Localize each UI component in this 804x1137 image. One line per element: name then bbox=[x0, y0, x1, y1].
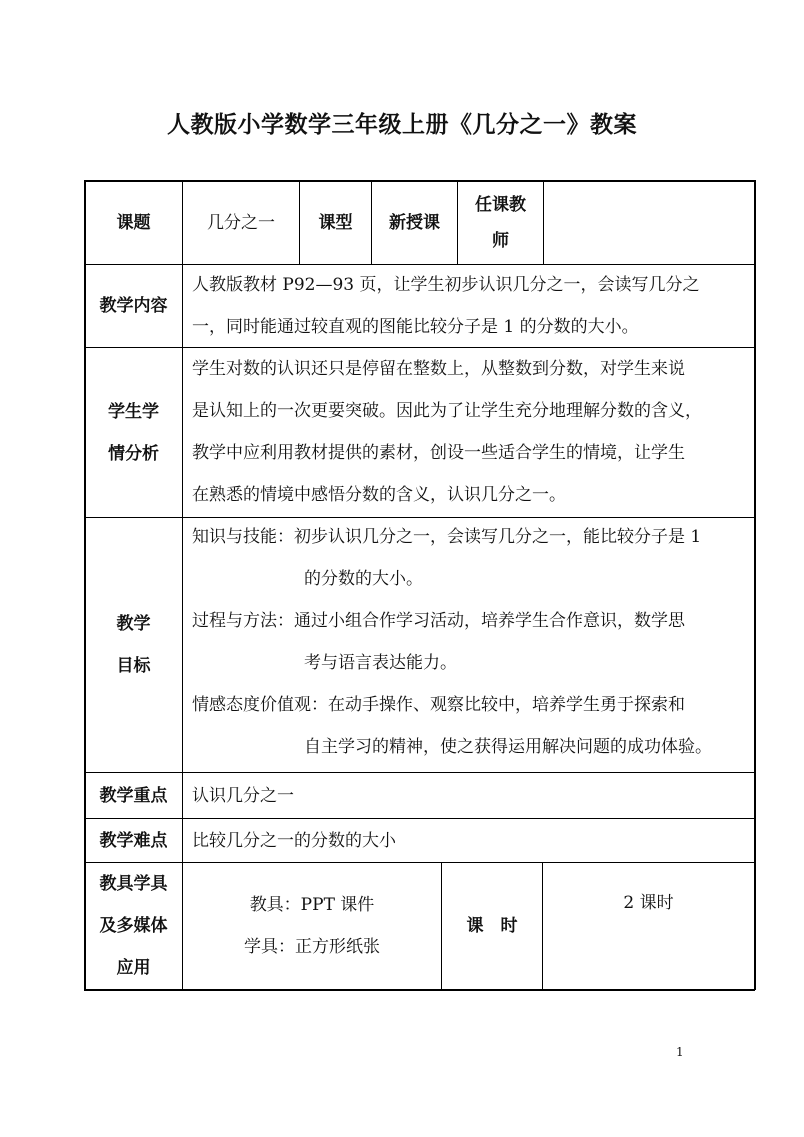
label-teaching-tools bbox=[85, 863, 182, 989]
teaching-content-value bbox=[192, 264, 752, 348]
learning-aid: 学具：正方形纸张 bbox=[244, 937, 380, 957]
label-class-hours: 课 时 bbox=[466, 916, 518, 936]
analysis-line-1: 学生对数的认识还只是停留在整数上，从整数到分数，对学生来说 bbox=[192, 359, 685, 379]
teaching-aid: 教具：PPT 课件 bbox=[249, 895, 375, 915]
content-line-2: 一，同时能通过较直观的图能比较分子是 1 的分数的大小。 bbox=[192, 317, 639, 337]
page-number: 1 bbox=[676, 1045, 684, 1059]
document-title: 人教版小学数学三年级上册《几分之一》教案 bbox=[167, 112, 637, 138]
key-point-value: 认识几分之一 bbox=[192, 785, 294, 806]
label-topic: 课题 bbox=[116, 212, 151, 233]
analysis-line-2: 是认知上的一次更要突破。因此为了让学生充分地理解分数的含义， bbox=[192, 401, 702, 421]
analysis-line-3: 教学中应利用教材提供的素材，创设一些适合学生的情境，让学生 bbox=[192, 443, 685, 463]
table-border bbox=[754, 180, 756, 990]
goals-line-4: 考与语言表达能力。 bbox=[304, 653, 457, 673]
goals-line-5: 情感态度价值观：在动手操作、观察比较中，培养学生勇于探索和 bbox=[192, 695, 685, 715]
label-tools-line3: 应用 bbox=[116, 958, 151, 978]
label-teacher-line2: 师 bbox=[492, 230, 509, 251]
label-difficulty: 教学难点 bbox=[99, 830, 168, 851]
lesson-type-value: 新授课 bbox=[389, 212, 440, 233]
label-teaching-goals bbox=[85, 518, 182, 772]
content-line-1: 人教版教材 P92—93 页，让学生初步认识几分之一，会读写几分之 bbox=[192, 275, 700, 295]
label-goals-line2: 目标 bbox=[116, 656, 151, 676]
label-teacher-line1: 任课教 bbox=[475, 194, 526, 215]
label-analysis-line1: 学生学 bbox=[108, 401, 159, 422]
label-student-analysis bbox=[85, 348, 182, 517]
label-lesson-type: 课型 bbox=[318, 212, 353, 233]
label-key-point: 教学重点 bbox=[99, 785, 168, 806]
label-tools-line2: 及多媒体 bbox=[99, 916, 168, 936]
teacher-value bbox=[544, 181, 754, 264]
label-tools-line1: 教具学具 bbox=[99, 874, 168, 894]
label-teaching-content: 教学内容 bbox=[99, 296, 168, 316]
goals-line-6: 自主学习的精神，使之获得运用解决问题的成功体验。 bbox=[304, 737, 712, 757]
topic-value: 几分之一 bbox=[207, 212, 275, 233]
goals-line-1: 知识与技能：初步认识几分之一，会读写几分之一，能比较分子是 1 bbox=[192, 527, 702, 547]
difficulty-value: 比较几分之一的分数的大小 bbox=[192, 830, 396, 851]
label-goals-line1: 教学 bbox=[116, 614, 151, 634]
goals-line-3: 过程与方法：通过小组合作学习活动，培养学生合作意识，数学思 bbox=[192, 611, 685, 631]
goals-line-2: 的分数的大小。 bbox=[304, 569, 423, 589]
label-teacher bbox=[458, 181, 543, 264]
teaching-tools-value bbox=[183, 863, 441, 989]
class-hours-value: 2 课时 bbox=[623, 893, 674, 913]
table-border bbox=[84, 989, 755, 991]
analysis-line-4: 在熟悉的情境中感悟分数的含义，认识几分之一。 bbox=[192, 485, 566, 505]
student-analysis-value bbox=[192, 348, 752, 516]
teaching-goals-value bbox=[192, 516, 752, 768]
label-analysis-line2: 情分析 bbox=[108, 443, 159, 464]
